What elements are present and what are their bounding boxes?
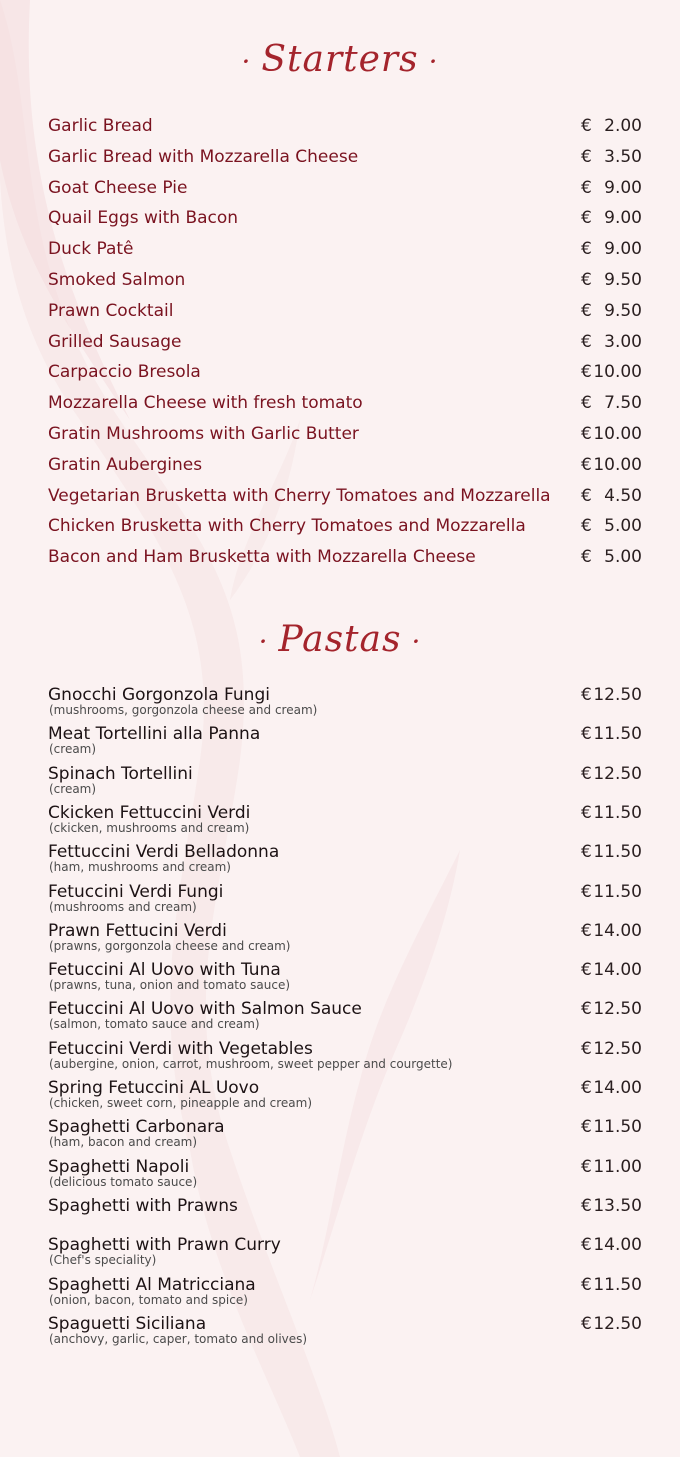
menu-item-row: [48, 1040, 642, 1074]
item-price: 9.00: [604, 208, 642, 229]
item-price: 12.50: [593, 999, 642, 1020]
item-name: Spaghetti Carbonara: [48, 1117, 225, 1138]
menu-item-row: [48, 765, 642, 799]
item-name: Spaghetti with Prawns: [48, 1195, 238, 1216]
item-price: 11.50: [593, 724, 642, 745]
item-price: 9.00: [604, 239, 642, 260]
item-name: Quail Eggs with Bacon: [48, 208, 239, 229]
item-price: 12.50: [593, 1313, 642, 1334]
bullet-dot-icon: ·: [428, 45, 439, 78]
currency-symbol: €: [581, 116, 592, 136]
item-description: (salmon, tomato sauce and cream): [49, 1017, 260, 1032]
item-name: Smoked Salmon: [48, 270, 186, 290]
item-name: Spring Fetuccini AL Uovo: [48, 1078, 260, 1098]
item-name: Fetuccini Al Uovo with Salmon Sauce: [48, 999, 362, 1020]
currency-symbol: €: [581, 1274, 592, 1295]
item-name: Gratin Mushrooms with Garlic Butter: [48, 424, 359, 444]
item-name: Spaghetti Al Matricciana: [48, 1274, 256, 1295]
currency-symbol: €: [581, 1195, 592, 1216]
currency-symbol: €: [581, 842, 592, 863]
starters-title: Starters: [261, 39, 419, 80]
item-description: (prawns, tuna, onion and tomato sauce): [49, 978, 291, 993]
item-name: Spaguetti Siciliana: [48, 1313, 207, 1334]
item-price: 10.00: [593, 454, 642, 475]
menu-item-row: [48, 725, 642, 759]
currency-symbol: €: [581, 1078, 592, 1098]
bullet-dot-icon: ·: [411, 625, 422, 658]
item-name: Vegetarian Brusketta with Cherry Tomatoes and Mozzarella: [48, 485, 551, 506]
menu-item-row: [48, 686, 642, 720]
currency-symbol: €: [581, 516, 592, 537]
item-name: Spaghetti Napoli: [48, 1156, 190, 1177]
item-description: (mushrooms, gorgonzola cheese and cream): [49, 703, 318, 717]
item-price: 11.50: [593, 1117, 642, 1138]
menu-item-row: [48, 961, 642, 995]
menu-item-row: [48, 116, 642, 138]
bullet-dot-icon: ·: [241, 45, 252, 78]
menu-item-row: [48, 922, 642, 956]
item-name: Prawn Fettucini Verdi: [48, 920, 227, 941]
currency-symbol: €: [581, 547, 592, 568]
currency-symbol: €: [581, 146, 592, 167]
item-name: Spinach Tortellini: [48, 763, 193, 784]
currency-symbol: €: [581, 177, 592, 198]
currency-symbol: €: [581, 1117, 592, 1138]
menu-item-row: [48, 424, 642, 446]
item-description: (ham, mushrooms and cream): [49, 860, 231, 875]
currency-symbol: €: [581, 1235, 592, 1256]
starters-heading: [0, 40, 680, 82]
pastas-heading: [0, 620, 680, 662]
menu-item-row: [48, 455, 642, 477]
menu-item-row: [48, 178, 642, 200]
currency-symbol: €: [581, 270, 592, 290]
currency-symbol: €: [581, 393, 592, 414]
menu-item-row: [48, 208, 642, 230]
item-name: Chicken Brusketta with Cherry Tomatoes and Mozzarella: [48, 516, 526, 537]
currency-symbol: €: [581, 881, 592, 902]
item-price: 12.50: [593, 763, 642, 784]
item-name: Meat Tortellini alla Panna: [48, 724, 261, 745]
menu-item-row: [48, 301, 642, 323]
item-description: (prawns, gorgonzola cheese and cream): [49, 938, 291, 953]
menu-item-row: [48, 239, 642, 261]
item-name: Fetuccini Verdi with Vegetables: [48, 1038, 313, 1059]
item-price: 12.50: [593, 685, 642, 705]
currency-symbol: €: [581, 362, 592, 383]
item-name: Gratin Aubergines: [48, 454, 203, 475]
menu-item-row: [48, 1315, 642, 1349]
item-price: 14.00: [593, 920, 642, 941]
currency-symbol: €: [581, 1313, 592, 1334]
item-name: Grilled Sausage: [48, 331, 182, 352]
item-description: (mushrooms and cream): [49, 899, 197, 914]
menu-item-row: [48, 1079, 642, 1113]
currency-symbol: €: [581, 685, 592, 705]
pastas-title: Pastas: [278, 619, 402, 660]
item-price: 2.00: [604, 116, 642, 136]
item-description: (Chef's speciality): [49, 1253, 157, 1268]
item-name: Spaghetti with Prawn Curry: [48, 1235, 281, 1256]
item-name: Garlic Bread: [48, 116, 153, 136]
currency-symbol: €: [581, 424, 592, 444]
menu-item-row: [48, 547, 642, 569]
menu-item-row: [48, 1197, 642, 1231]
item-name: Ckicken Fettuccini Verdi: [48, 802, 251, 823]
item-description: (anchovy, garlic, caper, tomato and olives): [49, 1331, 308, 1346]
item-price: 3.50: [604, 146, 642, 167]
item-name: Fettuccini Verdi Belladonna: [48, 842, 280, 863]
currency-symbol: €: [581, 802, 592, 823]
item-name: Gnocchi Gorgonzola Fungi: [48, 685, 270, 705]
item-description: (cream): [49, 742, 97, 757]
item-price: 14.00: [593, 960, 642, 981]
menu-item-row: [48, 486, 642, 508]
item-price: 3.00: [604, 331, 642, 352]
item-price: 4.50: [604, 485, 642, 506]
menu-item-row: [48, 1236, 642, 1270]
currency-symbol: €: [581, 485, 592, 506]
menu-item-row: [48, 804, 642, 838]
item-price: 11.50: [593, 1274, 642, 1295]
item-description: (ckicken, mushrooms and cream): [49, 820, 250, 835]
item-name: Bacon and Ham Brusketta with Mozzarella Cheese: [48, 547, 476, 568]
item-price: 11.00: [593, 1156, 642, 1177]
item-name: Fetuccini Al Uovo with Tuna: [48, 960, 281, 981]
menu-item-row: [48, 270, 642, 292]
item-price: 11.50: [593, 842, 642, 863]
item-price: 9.50: [604, 270, 642, 290]
item-price: 9.00: [604, 177, 642, 198]
menu-item-row: [48, 1118, 642, 1152]
item-price: 10.00: [593, 362, 642, 383]
item-price: 11.50: [593, 802, 642, 823]
item-price: 7.50: [604, 393, 642, 414]
item-price: 9.50: [604, 300, 642, 321]
bullet-dot-icon: ·: [258, 625, 269, 658]
menu-item-row: [48, 843, 642, 877]
currency-symbol: €: [581, 239, 592, 260]
item-price: 5.00: [604, 547, 642, 568]
menu-item-row: [48, 362, 642, 384]
item-price: 10.00: [593, 424, 642, 444]
currency-symbol: €: [581, 1156, 592, 1177]
menu-item-row: [48, 393, 642, 415]
item-description: (ham, bacon and cream): [49, 1135, 198, 1150]
item-price: 13.50: [593, 1195, 642, 1216]
menu-item-row: [48, 883, 642, 917]
menu-item-row: [48, 516, 642, 538]
menu-item-row: [48, 147, 642, 169]
menu-item-row: [48, 1000, 642, 1034]
item-name: Prawn Cocktail: [48, 300, 174, 321]
currency-symbol: €: [581, 960, 592, 981]
item-name: Goat Cheese Pie: [48, 177, 188, 198]
item-name: Fetuccini Verdi Fungi: [48, 881, 224, 902]
item-price: 12.50: [593, 1038, 642, 1059]
menu-item-row: [48, 1158, 642, 1192]
currency-symbol: €: [581, 208, 592, 229]
currency-symbol: €: [581, 920, 592, 941]
item-price: 5.00: [604, 516, 642, 537]
item-description: (chicken, sweet corn, pineapple and cream): [49, 1096, 313, 1110]
currency-symbol: €: [581, 331, 592, 352]
currency-symbol: €: [581, 1038, 592, 1059]
item-description: (cream): [49, 781, 97, 796]
menu-item-row: [48, 332, 642, 354]
currency-symbol: €: [581, 454, 592, 475]
currency-symbol: €: [581, 300, 592, 321]
item-name: Mozzarella Cheese with fresh tomato: [48, 393, 363, 414]
item-description: (delicious tomato sauce): [49, 1174, 198, 1189]
item-description: (onion, bacon, tomato and spice): [49, 1292, 248, 1307]
item-name: Duck Patê: [48, 239, 134, 260]
item-price: 14.00: [593, 1235, 642, 1256]
currency-symbol: €: [581, 724, 592, 745]
menu-item-row: [48, 1276, 642, 1310]
currency-symbol: €: [581, 999, 592, 1020]
item-description: (aubergine, onion, carrot, mushroom, sweet pepper and courgette): [49, 1056, 453, 1071]
currency-symbol: €: [581, 763, 592, 784]
item-price: 14.00: [593, 1078, 642, 1098]
item-name: Carpaccio Bresola: [48, 362, 201, 383]
item-price: 11.50: [593, 881, 642, 902]
item-name: Garlic Bread with Mozzarella Cheese: [48, 146, 359, 167]
